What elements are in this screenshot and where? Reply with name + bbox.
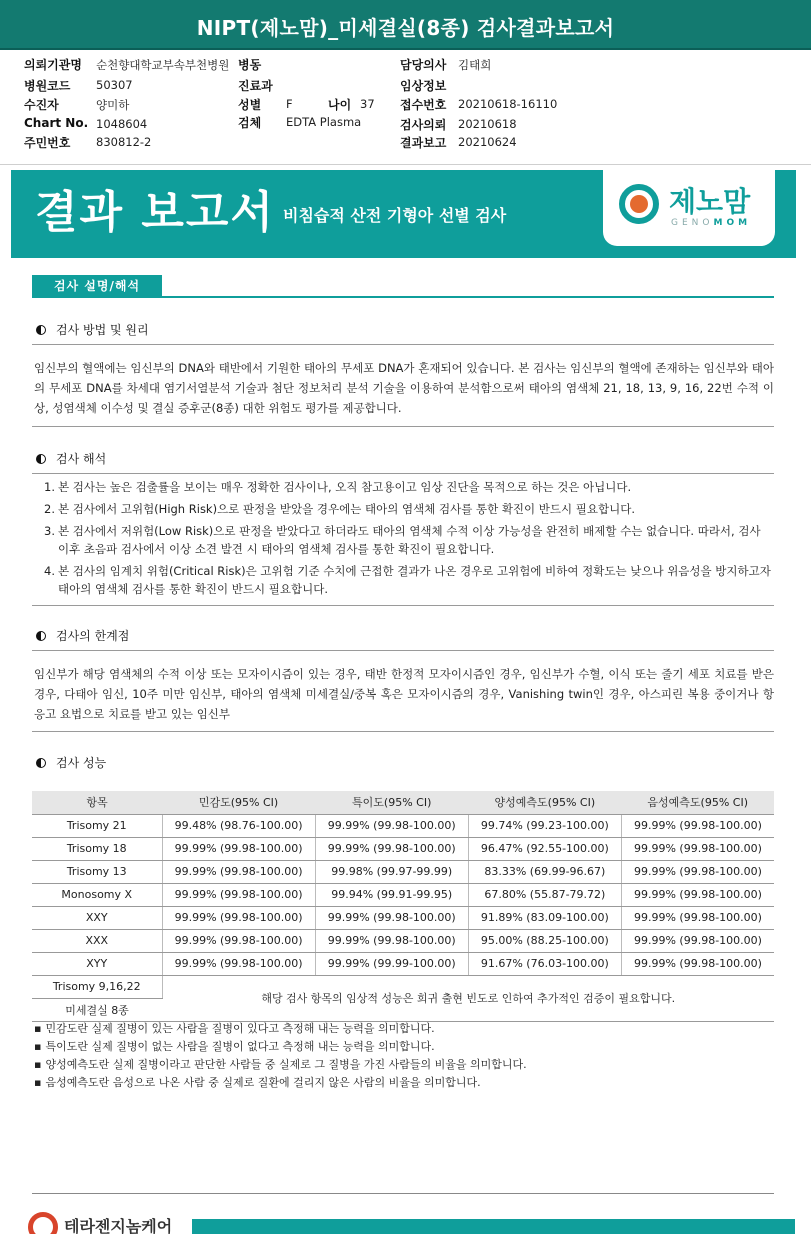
divider	[32, 605, 774, 606]
table-cell: 99.99% (99.98-100.00)	[621, 883, 774, 906]
note-item: ▪ 양성예측도란 실제 질병이라고 판단한 사람들 중 실제로 그 질병을 가진 사람들의 비율을 의미합니다.	[34, 1056, 527, 1074]
table-row	[32, 952, 774, 975]
chart-no-label: Chart No.	[24, 116, 89, 130]
footer-divider	[32, 1193, 774, 1194]
collector-label: 수진자	[24, 98, 59, 112]
table-cell: Monosomy X	[32, 883, 162, 906]
table-cell: 96.47% (92.55-100.00)	[468, 837, 621, 860]
half-circle-icon	[36, 631, 46, 641]
table-cell: 99.99% (99.98-100.00)	[315, 814, 468, 837]
table-header: 특이도(95% CI)	[315, 791, 468, 814]
doctor-label: 담당의사	[400, 58, 447, 72]
collector-value: 양미하	[96, 98, 130, 112]
report-date-label: 결과보고	[400, 136, 447, 150]
half-circle-icon	[36, 454, 46, 464]
table-cell: 99.99% (99.98-100.00)	[315, 929, 468, 952]
section-tab: 검사 설명/해석	[32, 275, 162, 297]
institution-value: 순천향대학교부속부천병원	[96, 58, 230, 72]
table-cell: 99.99% (99.98-100.00)	[162, 929, 315, 952]
logo-name: 제노맘	[669, 185, 751, 218]
table-cell: 99.99% (99.98-100.00)	[162, 837, 315, 860]
age-value: 37	[360, 97, 375, 111]
specimen-value: EDTA Plasma	[286, 115, 362, 129]
table-row	[32, 883, 774, 906]
result-banner	[11, 170, 796, 258]
sex-value: F	[286, 97, 293, 111]
banner-subtitle: 비침습적 산전 기형아 선별 검사	[283, 206, 507, 225]
age-label: 나이	[328, 98, 352, 112]
table-cell: 99.99% (99.98-100.00)	[621, 860, 774, 883]
request-value: 20210618	[458, 117, 517, 131]
perf-heading: 검사 성능	[36, 754, 106, 771]
interp-item: 4. 본 검사의 임계치 위험(Critical Risk)은 고위험 기준 수치에 근접한 결과가 나온 경우로 고위험에 비하여 정확도는 낮으나 위음성을 방지하고자 태아의 염색체 검사를 통한 확진이 반드시 필요합니다.	[44, 564, 771, 596]
specimen-label: 검체	[238, 116, 262, 130]
table-cell: 99.99% (99.98-100.00)	[162, 883, 315, 906]
chart-no-value: 1048604	[96, 117, 148, 131]
note-item: ▪ 특이도란 실제 질병이 없는 사람을 질병이 없다고 측정해 내는 능력을 의미합니다.	[34, 1038, 527, 1056]
logo-eng: GENOMOM	[671, 218, 752, 228]
half-circle-icon	[36, 325, 46, 335]
table-cell: 99.98% (99.97-99.99)	[315, 860, 468, 883]
table-cell: 67.80% (55.87-79.72)	[468, 883, 621, 906]
doctor-value: 김태희	[458, 58, 492, 72]
note-item: ▪ 민감도란 실제 질병이 있는 사람을 질병이 있다고 측정해 내는 능력을 의미합니다.	[34, 1020, 527, 1038]
hospital-code-label: 병원코드	[24, 79, 71, 93]
interp-list	[44, 478, 772, 602]
table-header-row	[32, 791, 774, 814]
footer-bar	[192, 1219, 795, 1234]
hospital-code-value: 50307	[96, 78, 133, 92]
genomom-logo	[603, 170, 775, 246]
table-cell: 99.48% (98.76-100.00)	[162, 814, 315, 837]
method-text: 임신부의 혈액에는 임신부의 DNA와 태반에서 기원한 태아의 무세포 DNA가 혼재되어 있습니다. 본 검사는 임신부의 혈액에 존재하는 임신부와 태아의 무세포 DNA를 차세대 염기서열분석 기술과 첨단 정보처리 분석 기술을 이용하여 분석함으로써 태아의 염색체 21, 18, 13, 9, 16, 22번 수적 이상, 성염색체 이수성 및 결실 증후군(8종) 대한 위험도 평가를 제공합니다.	[34, 361, 774, 415]
table-cell: 99.99% (99.98-100.00)	[621, 837, 774, 860]
dept-label: 진료과	[238, 79, 273, 93]
divider	[32, 473, 774, 474]
table-cell: 99.99% (99.98-100.00)	[621, 952, 774, 975]
definitions-notes	[34, 1020, 527, 1092]
table-header: 항목	[32, 791, 162, 814]
table-row	[32, 906, 774, 929]
divider	[32, 650, 774, 651]
section-tab-line	[32, 296, 774, 298]
table-cell: 99.74% (99.23-100.00)	[468, 814, 621, 837]
half-circle-icon	[36, 758, 46, 768]
table-cell: XYY	[32, 952, 162, 975]
table-cell: 99.99% (99.98-100.00)	[162, 906, 315, 929]
divider	[32, 426, 774, 427]
receipt-value: 20210618-16110	[458, 97, 558, 111]
company-logo-icon	[28, 1212, 58, 1234]
table-cell: 99.99% (99.99-100.00)	[315, 952, 468, 975]
logo-dot-icon	[630, 195, 648, 213]
table-cell: 95.00% (88.25-100.00)	[468, 929, 621, 952]
interp-item: 1. 본 검사는 높은 검출률을 보이는 매우 정확한 검사이나, 오직 참고용이고 임상 진단을 목적으로 하는 것은 아닙니다.	[44, 480, 632, 494]
table-cell: 91.67% (76.03-100.00)	[468, 952, 621, 975]
table-row	[32, 860, 774, 883]
table-cell: 99.99% (99.98-100.00)	[621, 814, 774, 837]
receipt-label: 접수번호	[400, 98, 447, 112]
rrn-label: 주민번호	[24, 136, 71, 150]
table-cell: 99.94% (99.91-99.95)	[315, 883, 468, 906]
banner-title: 결과 보고서	[35, 187, 275, 238]
clinical-label: 임상정보	[400, 79, 447, 93]
table-cell: 83.33% (69.99-96.67)	[468, 860, 621, 883]
table-cell: Trisomy 13	[32, 860, 162, 883]
table-cell: 99.99% (99.98-100.00)	[621, 906, 774, 929]
report-title-bar	[0, 0, 811, 50]
table-header: 민감도(95% CI)	[162, 791, 315, 814]
table-cell: 99.99% (99.98-100.00)	[315, 837, 468, 860]
table-row	[32, 929, 774, 952]
divider	[32, 731, 774, 732]
note-item: ▪ 음성예측도란 음성으로 나온 사람 중 실제로 질환에 걸리지 않은 사람의 비율을 의미합니다.	[34, 1074, 527, 1092]
table-row	[32, 814, 774, 837]
request-label: 검사의뢰	[400, 118, 447, 132]
table-cell: 99.99% (99.98-100.00)	[162, 860, 315, 883]
report-title: NIPT(제노맘)_미세결실(8종) 검사결과보고서	[196, 16, 615, 40]
institution-label: 의뢰기관명	[24, 58, 82, 72]
table-cell: 99.99% (99.98-100.00)	[315, 906, 468, 929]
sex-label: 성별	[238, 98, 262, 112]
table-cell: 99.99% (99.98-100.00)	[621, 929, 774, 952]
table-cell: Trisomy 21	[32, 814, 162, 837]
method-heading: 검사 방법 및 원리	[36, 321, 149, 338]
table-cell: 99.99% (99.98-100.00)	[162, 952, 315, 975]
table-row	[32, 837, 774, 860]
table-header: 양성예측도(95% CI)	[468, 791, 621, 814]
company-logo	[28, 1208, 178, 1234]
divider	[32, 344, 774, 345]
performance-table	[32, 791, 774, 1022]
table-cell: XXY	[32, 906, 162, 929]
limit-text: 임신부가 해당 염색체의 수적 이상 또는 모자이시즘이 있는 경우, 태반 한정적 모자이시즘인 경우, 임신부가 수혈, 이식 또는 줄기 세포 치료를 받은 경우, 다태아 임신, 10주 미만 임신부, 태아의 염색체 미세결실/중복 혹은 모자이시즘의 경우, Vanishing twin인 경우, 아스피린 복용 중이거나 항 응고 요법으로 치료를 받고 있는 임신부	[34, 667, 774, 721]
ward-label: 병동	[238, 58, 262, 72]
rrn-value: 830812-2	[96, 135, 152, 149]
interp-heading: 검사 해석	[36, 450, 106, 467]
table-cell: XXX	[32, 929, 162, 952]
limit-heading: 검사의 한계점	[36, 627, 129, 644]
report-date-value: 20210624	[458, 135, 517, 149]
interp-item: 2. 본 검사에서 고위험(High Risk)으로 판정을 받았을 경우에는 태아의 염색체 검사를 통한 확진이 반드시 필요합니다.	[44, 502, 635, 516]
patient-info	[0, 50, 811, 165]
extra-note-cell: 해당 검사 항목의 임상적 성능은 희귀 출현 빈도로 인하여 추가적인 검증이 필요합니다.	[162, 975, 774, 1021]
interp-item: 3. 본 검사에서 저위험(Low Risk)으로 판정을 받았다고 하더라도 태아의 염색체 수적 이상 가능성을 완전히 배제할 수는 없습니다. 따라서, 검사 이후 초음파 검사에서 이상 소견 발견 시 태아의 염색체 검사를 통한 확진이 필요합니다.	[44, 524, 761, 556]
table-cell: 91.89% (83.09-100.00)	[468, 906, 621, 929]
company-name: 테라젠지놈케어	[64, 1217, 173, 1234]
table-header: 음성예측도(95% CI)	[621, 791, 774, 814]
table-cell: Trisomy 9,16,22	[32, 975, 162, 998]
table-cell: 미세결실 8종	[32, 998, 162, 1021]
table-cell: Trisomy 18	[32, 837, 162, 860]
table-row	[32, 975, 774, 998]
